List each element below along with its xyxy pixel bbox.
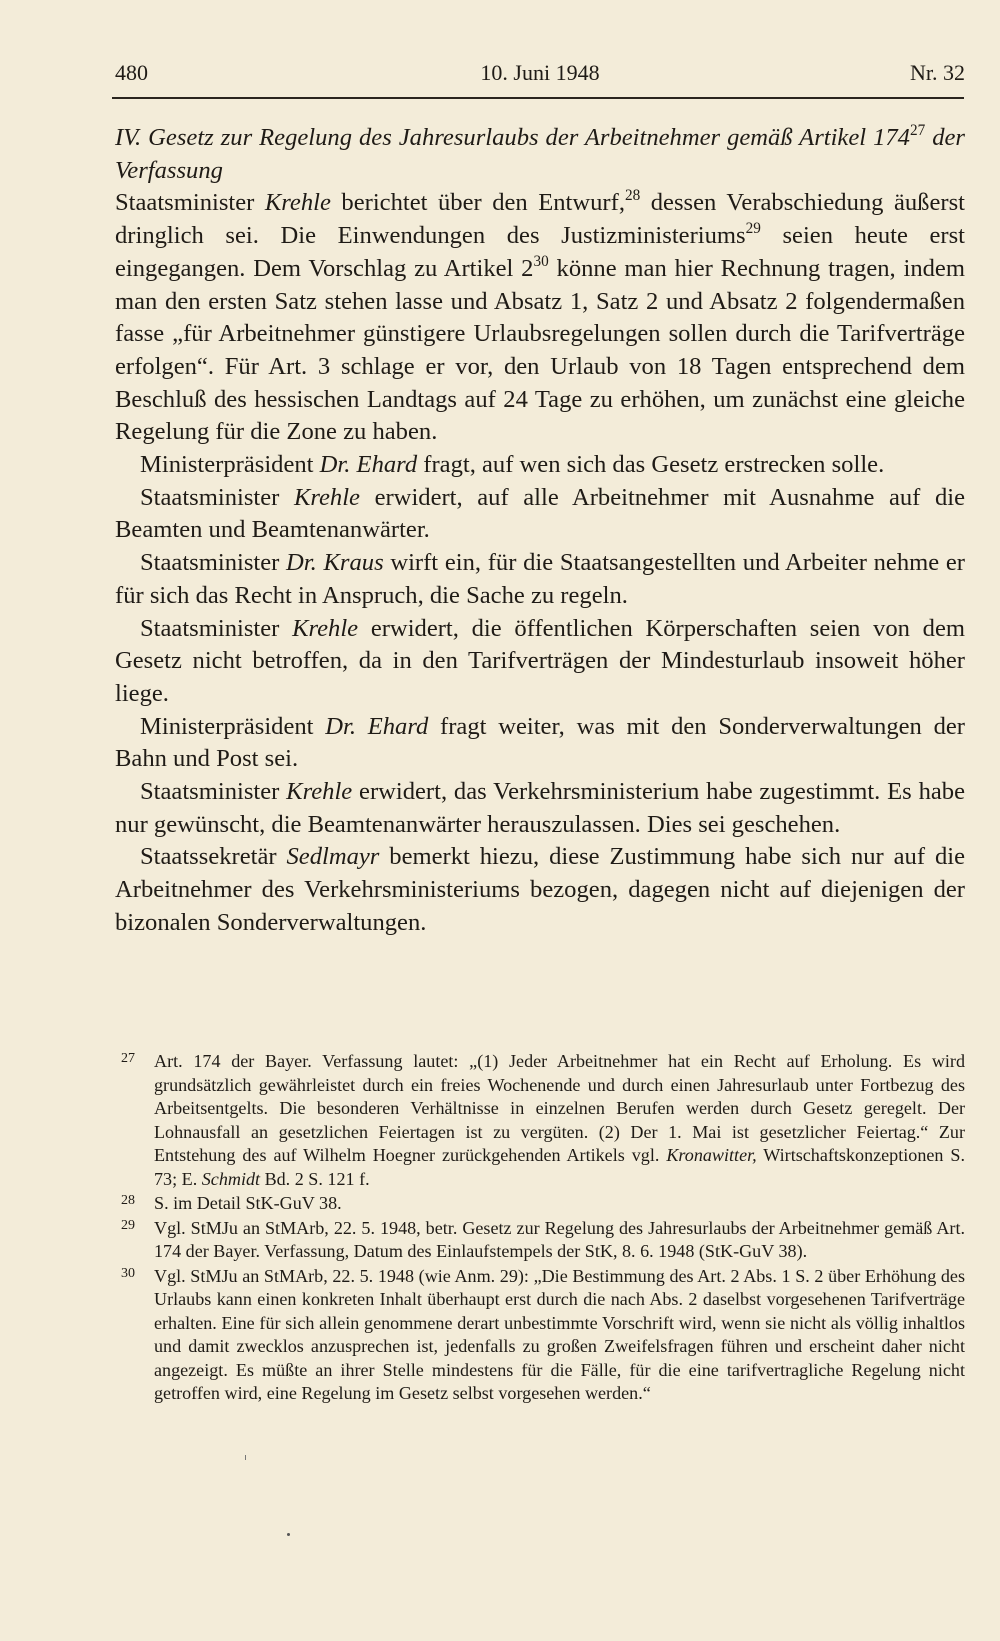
speaker-name: Krehle	[286, 778, 353, 806]
footnote-text: Art. 174 der Bayer. Verfassung lautet: „(1) Jeder Arbeitnehmer hat ein Recht auf Erholung. Es wird grundsätzlich gewährleistet durch ein freies Wochenende und durch einen Jahresurlaub unter Fortbezug des Arbeitsentgelts. Die besonderen Verhältnisse in einzelnen Berufen werden durch Gesetz geregelt. Der Lohnausfall an gesetzlichen Feiertagen ist zu vergüten. (2) Der 1. Mai ist gesetzlicher Feiertag.“ Zur Entstehung des auf Wilhelm Hoegner zurückgehenden Artikels vgl.	[154, 1051, 965, 1165]
footnote-29	[115, 1217, 965, 1264]
footnote-number: 29	[121, 1217, 135, 1233]
paragraph-6	[115, 711, 965, 776]
footnote-27	[115, 1050, 965, 1191]
speaker-role: Staatsminister	[140, 483, 294, 511]
paragraph-text: berichtet über den Entwurf,	[330, 189, 625, 217]
main-text	[115, 122, 965, 940]
footnote-ref-28: 28	[624, 187, 641, 205]
footnote-text: Wirtschaftskonzeptionen S. 73; E.	[154, 1145, 965, 1189]
footnotes	[115, 1050, 965, 1407]
footnote-text: S. im Detail StK-GuV 38.	[154, 1193, 342, 1213]
speaker-name: Sedlmayr	[286, 843, 380, 871]
footnote-30	[115, 1265, 965, 1406]
paragraph-text: erwidert, auf alle Arbeitnehmer mit Ausnahme auf die Beamten und Beamtenanwärter.	[115, 483, 965, 544]
cited-author: Schmidt	[201, 1168, 261, 1189]
paragraph-text: fragt weiter, was mit den Sonderverwaltungen der Bahn und Post sei.	[115, 712, 965, 773]
running-header	[115, 56, 965, 96]
footnote-number: 27	[121, 1051, 135, 1066]
paper-speck	[245, 1455, 246, 1460]
paragraph-text: wirft ein, für die Staatsangestellten und Arbeiter nehme er für sich das Recht in Anspruch, die Sache zu regeln.	[115, 549, 965, 609]
speaker-role: Staatssekretär	[140, 843, 287, 871]
footnote-number: 30	[121, 1265, 135, 1281]
page-number: 480	[115, 60, 148, 85]
paragraph-4	[115, 547, 965, 612]
footnote-ref-27: 27	[909, 122, 926, 140]
paragraph-2	[115, 449, 965, 482]
footnote-text: Vgl. StMJu an StMArb, 22. 5. 1948 (wie Anm. 29): „Die Bestimmung des Art. 2 Abs. 1 S. 2 über Erhöhung des Urlaubs kann einen konkreten Inhalt überhaupt erst durch die nach Abs. 2 daselbst vorgesehenen Tarifverträge erhalten. Eine für sich allein genommene derart unbestimmte Vorschrift wird, wenn sie nicht als völlig inhaltlos und damit zwecklos anzusprechen ist, jedenfalls zu großen Zweifelsfragen führen und erscheint daher nicht angezeigt. Es müßte an ihrer Stelle mindestens für die Fälle, für die eine tarifvertragliche Regelung nicht getroffen wird, eine Regelung im Gesetz selbst vorgesehen werden.“	[154, 1265, 965, 1403]
cited-author: Kronawitter,	[666, 1145, 757, 1165]
header-date: 10. Juni 1948	[480, 60, 600, 85]
footnote-ref-29: 29	[745, 220, 761, 238]
speaker-role: Staatsminister	[140, 549, 287, 577]
paragraph-7	[115, 776, 965, 841]
section-title-tail: der Verfassung	[115, 124, 965, 184]
section-title	[115, 122, 965, 187]
paragraph-text: erwidert, das Verkehrsministerium habe zugestimmt. Es habe nur gewünscht, die Beamtenanwärter herauszulassen. Dies sei geschehen.	[115, 778, 965, 838]
footnote-text: Vgl. StMJu an StMArb, 22. 5. 1948, betr. Gesetz zur Regelung des Jahresurlaubs der Arbeitnehmer gemäß Art. 174 der Bayer. Verfassung, Datum des Einlaufstempels der StK, 8. 6. 1948 (StK-GuV 38).	[154, 1217, 965, 1261]
speaker-name: Dr. Ehard	[319, 451, 418, 479]
paragraph-text: fragt, auf wen sich das Gesetz erstrecken solle.	[417, 451, 885, 479]
speaker-name: Krehle	[293, 483, 360, 511]
speaker-role: Ministerpräsident	[140, 712, 326, 740]
footnote-text: Bd. 2 S. 121 f.	[260, 1168, 370, 1189]
speaker-role: Staatsminister	[140, 614, 293, 642]
header-rule	[112, 97, 964, 99]
paragraph-3	[115, 482, 965, 547]
paragraph-8	[115, 841, 965, 939]
paragraph-1	[115, 187, 965, 449]
footnote-28	[115, 1192, 965, 1216]
paper-speck	[287, 1533, 290, 1536]
speaker-role: Staatsminister	[115, 189, 265, 217]
paragraph-text: seien heute erst eingegangen. Dem Vorschlag zu Artikel 2	[115, 222, 965, 282]
speaker-name: Krehle	[264, 189, 331, 217]
paragraph-text: bemerkt hiezu, diese Zustimmung habe sich nur auf die Arbeitnehmer des Verkehrsministeriums bezogen, dagegen nicht auf diejenigen der bizonalen Sonderverwaltungen.	[115, 843, 965, 936]
footnote-number: 28	[121, 1193, 135, 1208]
paragraph-text: dessen Verabschiedung äußerst dringlich sei. Die Einwendungen des Justizministeriums	[115, 189, 965, 250]
paragraph-5	[115, 613, 965, 711]
paragraph-text: könne man hier Rechnung tragen, indem man den ersten Satz stehen lasse und Absatz 1, Satz 2 und Absatz 2 folgendermaßen fasse „für Arbeitnehmer günstigere Urlaubsregelungen sollen durch die Tarifverträge erfolgen“. Für Art. 3 schlage er vor, den Urlaub von 18 Tagen entsprechend dem Beschluß des hessischen Landtags auf 24 Tage zu erhöhen, um zunächst eine gleiche Regelung für die Zone zu haben.	[115, 254, 965, 446]
footnote-ref-30: 30	[533, 252, 549, 270]
header-issue: Nr. 32	[910, 60, 965, 85]
speaker-name: Krehle	[292, 614, 359, 642]
paragraph-text: erwidert, die öffentlichen Körperschaften seien von dem Gesetz nicht betroffen, da in den Tarifverträgen der Mindesturlaub insoweit höher liege.	[115, 614, 966, 707]
speaker-role: Ministerpräsident	[140, 451, 320, 479]
speaker-role: Staatsminister	[140, 778, 287, 806]
speaker-name: Dr. Ehard	[325, 712, 429, 740]
speaker-name: Dr. Kraus	[286, 549, 384, 577]
section-title-text: IV. Gesetz zur Regelung des Jahresurlaubs der Arbeitnehmer gemäß Artikel 174	[115, 124, 910, 151]
